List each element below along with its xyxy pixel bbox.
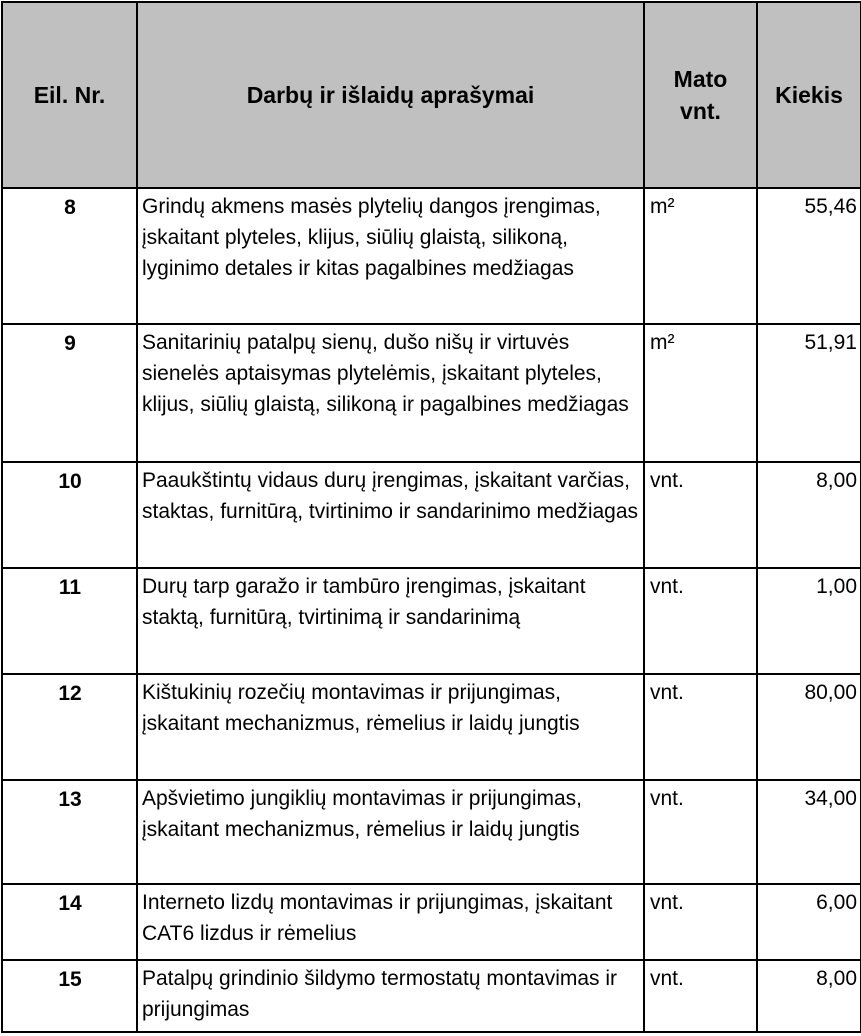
row-quantity: 80,00 — [757, 674, 861, 780]
row-nr: 14 — [2, 884, 137, 960]
row-nr: 10 — [2, 462, 137, 568]
row-description: Kištukinių rozečių montavimas ir prijungimas, įskaitant mechanizmus, rėmelius ir laidų jungtis — [137, 674, 644, 780]
row-nr: 8 — [2, 188, 137, 324]
row-nr: 13 — [2, 780, 137, 884]
row-description: Sanitarinių patalpų sienų, dušo nišų ir virtuvės sienelės aptaisymas plytelėmis, įskaitant plyteles, klijus, siūlių glaistą, silikoną ir pagalbines medžiagas — [137, 324, 644, 462]
table-row — [2, 960, 861, 1032]
row-description: Patalpų grindinio šildymo termostatų montavimas ir prijungimas — [137, 960, 644, 1032]
table-row — [2, 188, 861, 324]
header-quantity: Kiekis — [757, 2, 861, 188]
row-unit: vnt. — [644, 780, 757, 884]
row-description: Interneto lizdų montavimas ir prijungimas, įskaitant CAT6 lizdus ir rėmelius — [137, 884, 644, 960]
row-nr: 11 — [2, 568, 137, 674]
row-quantity: 55,46 — [757, 188, 861, 324]
row-nr: 9 — [2, 324, 137, 462]
row-description: Paaukštintų vidaus durų įrengimas, įskaitant varčias, staktas, furnitūrą, tvirtinimo ir sandarinimo medžiagas — [137, 462, 644, 568]
row-unit: vnt. — [644, 462, 757, 568]
header-unit: Mato vnt. — [644, 2, 757, 188]
header-nr: Eil. Nr. — [2, 2, 137, 188]
row-description: Durų tarp garažo ir tambūro įrengimas, įskaitant staktą, furnitūrą, tvirtinimą ir sandarinimą — [137, 568, 644, 674]
row-quantity: 8,00 — [757, 462, 861, 568]
row-quantity: 34,00 — [757, 780, 861, 884]
table-header-row — [2, 2, 861, 188]
table-row — [2, 462, 861, 568]
row-quantity: 1,00 — [757, 568, 861, 674]
row-unit: m² — [644, 188, 757, 324]
row-unit: m² — [644, 324, 757, 462]
row-quantity: 6,00 — [757, 884, 861, 960]
row-nr: 12 — [2, 674, 137, 780]
table-row — [2, 780, 861, 884]
row-unit: vnt. — [644, 674, 757, 780]
row-quantity: 51,91 — [757, 324, 861, 462]
table-row — [2, 884, 861, 960]
table-row — [2, 324, 861, 462]
row-description: Apšvietimo jungiklių montavimas ir prijungimas, įskaitant mechanizmus, rėmelius ir laidų jungtis — [137, 780, 644, 884]
row-unit: vnt. — [644, 884, 757, 960]
row-nr: 15 — [2, 960, 137, 1032]
row-quantity: 8,00 — [757, 960, 861, 1032]
row-unit: vnt. — [644, 960, 757, 1032]
table-row — [2, 674, 861, 780]
header-description: Darbų ir išlaidų aprašymai — [137, 2, 644, 188]
works-table — [1, 1, 861, 1033]
row-description: Grindų akmens masės plytelių dangos įrengimas, įskaitant plyteles, klijus, siūlių glaistą, silikoną, lyginimo detales ir kitas pagalbines medžiagas — [137, 188, 644, 324]
row-unit: vnt. — [644, 568, 757, 674]
table-row — [2, 568, 861, 674]
